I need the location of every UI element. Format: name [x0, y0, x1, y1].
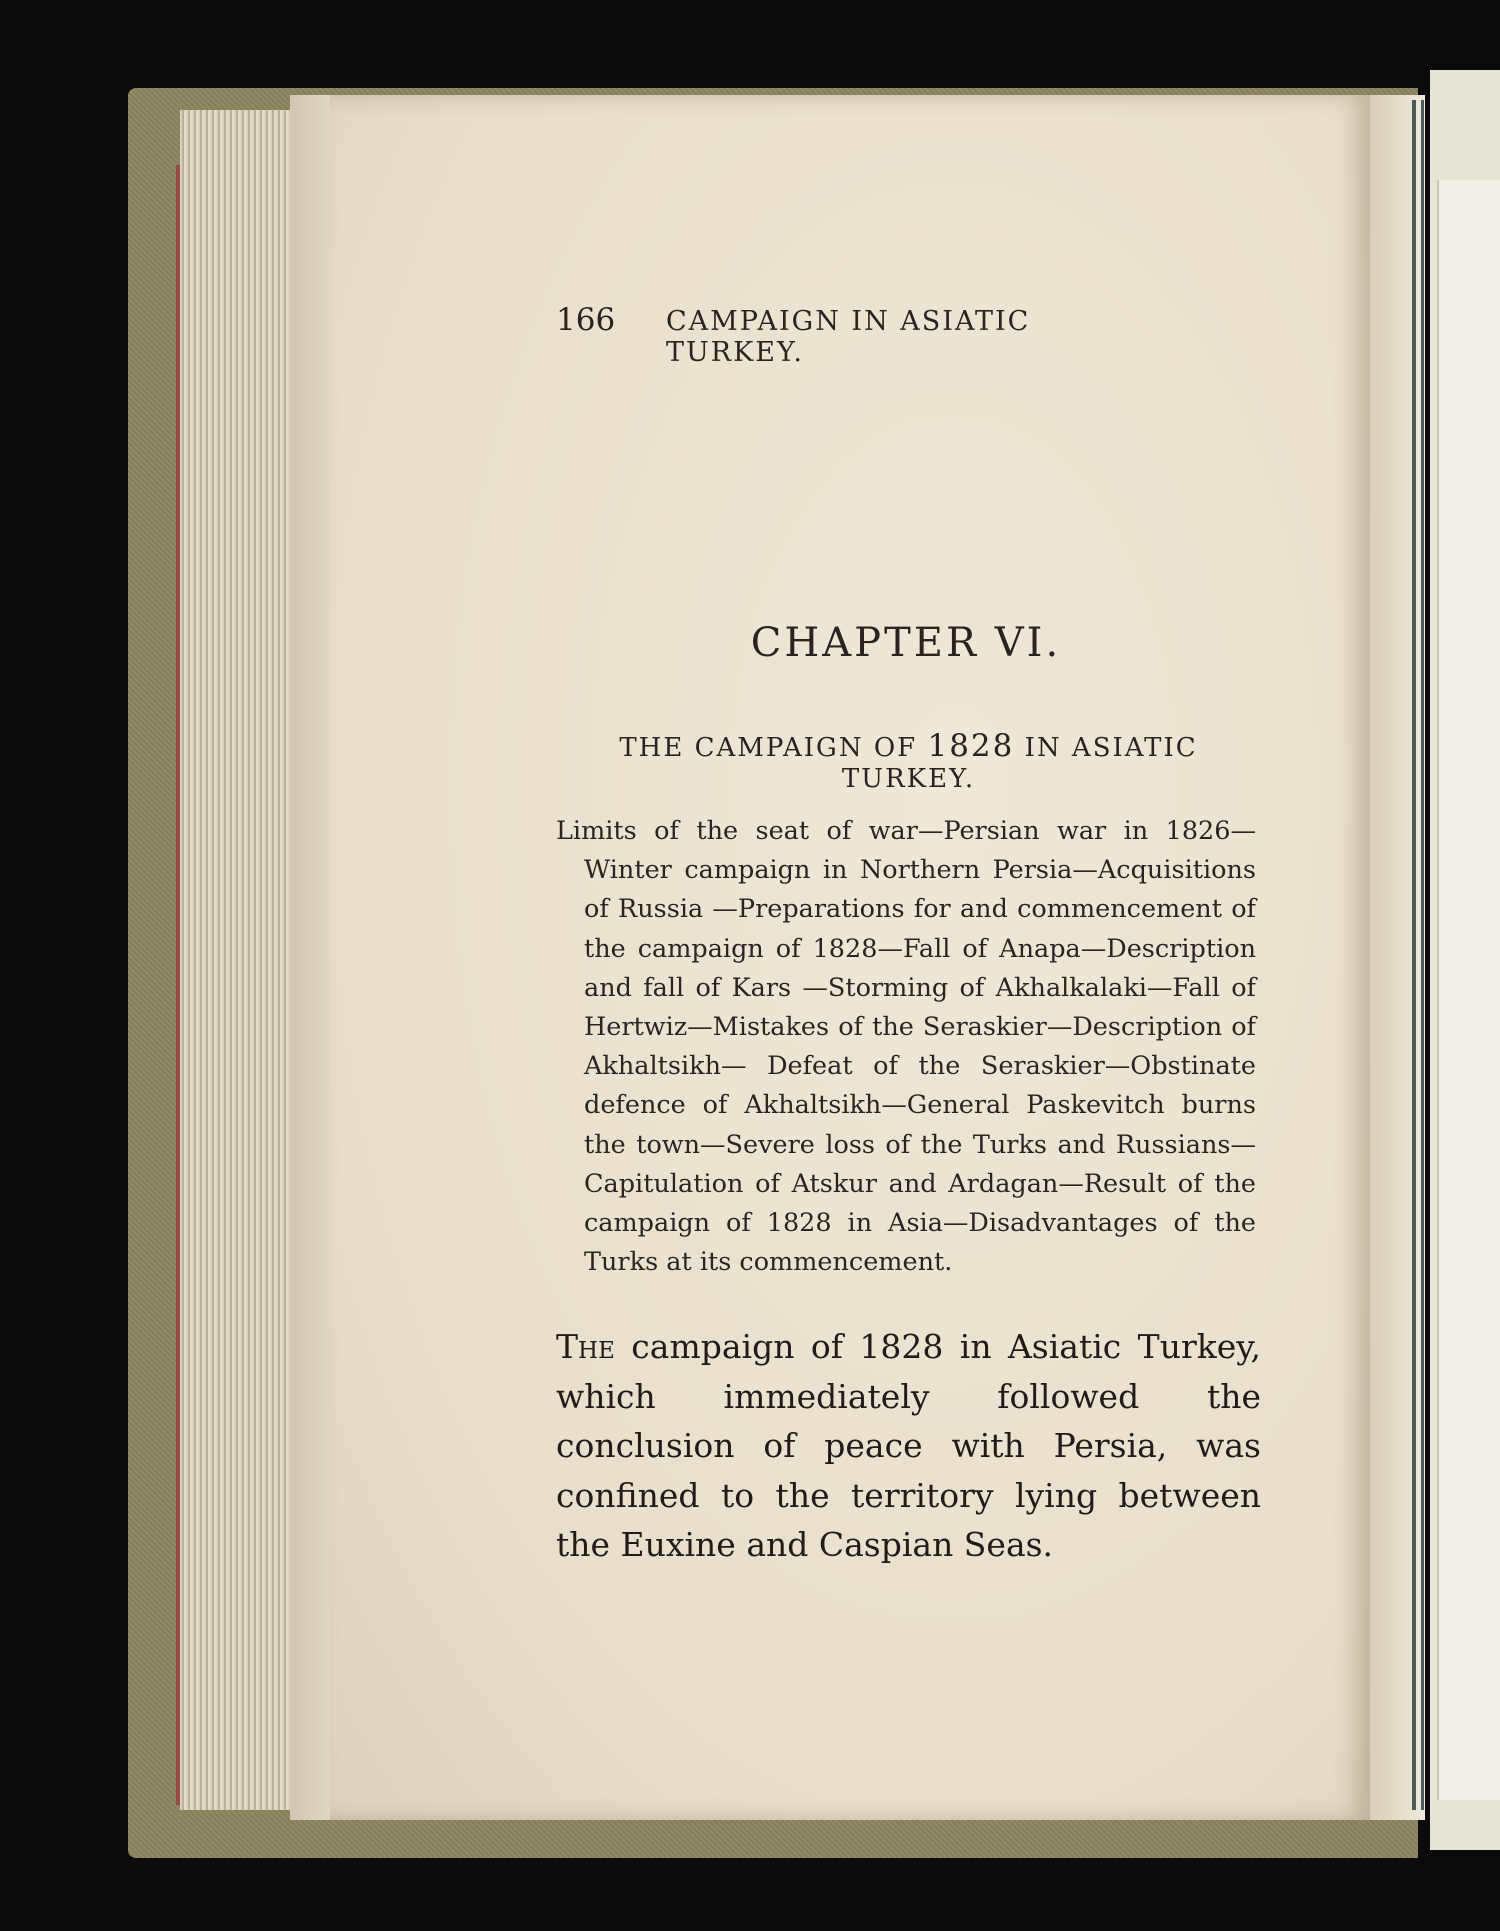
chapter-summary: Limits of the seat of war—Persian war in 1826—Winter campaign in Northern Persia—Acquisitions of Russia —Preparations for and commencement of the campaign of 1828—Fall of Anapa—Description and fall of Kars —Storming of Akhalkalaki—Fall of Hertwiz—Mistakes of the Seraskier—Description of Akhaltsikh— Defeat of the Seraskier—Obstinate defence of Akhaltsikh—General Paskevitch burns the town—Severe loss of the Turks and Russians—Capitulation of Atskur and Ardagan—Result of the campaign of 1828 in Asia—Disadvantages of the Turks at its commencement. [556, 816, 1256, 1278]
running-title: CAMPAIGN IN ASIATIC TURKEY. [666, 306, 1031, 368]
facing-page [1437, 180, 1500, 1800]
chapter-subtitle [556, 728, 1261, 794]
chapter-subtitle-year: 1828 [927, 728, 1015, 764]
page-number: 166 [556, 302, 616, 338]
first-word: The [556, 1327, 615, 1366]
gutter-line [1421, 100, 1424, 1810]
book-gutter [1370, 95, 1425, 1820]
chapter-subtitle-post: IN ASIATIC TURKEY. [841, 733, 1198, 794]
chapter-subtitle-pre: THE CAMPAIGN OF [619, 733, 918, 763]
chapter-heading: CHAPTER VI. [750, 620, 1062, 666]
gutter-line [1412, 100, 1416, 1810]
paragraph-text: campaign of 1828 in Asiatic Turkey, which immediately followed the conclusion of peace with Persia, was confined to the territory lying between the Euxine and Caspian Seas. [556, 1327, 1261, 1564]
body-paragraph [556, 1322, 1261, 1570]
